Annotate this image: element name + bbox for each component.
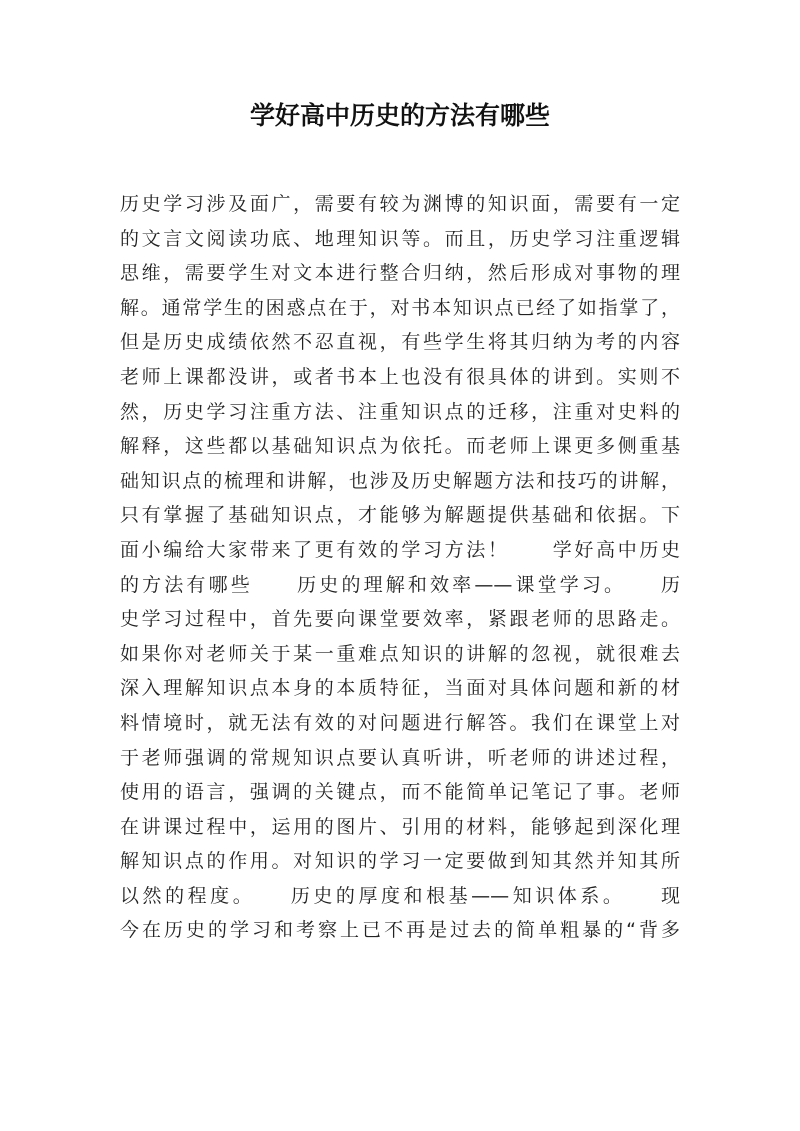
text-line: 以然的程度。 历史的厚度和根基——知识体系。 现 [120,884,680,907]
text-line: 历史学习涉及面广，需要有较为渊博的知识面，需要有一定 [120,193,680,215]
text-line: 深入理解知识点本身的本质特征，当面对具体问题和新的材 [120,677,680,700]
text-line: 料情境时，就无法有效的对问题进行解答。我们在课堂上对 [120,711,680,734]
text-line: 于老师强调的常规知识点要认真听讲，听老师的讲述过程， [120,746,680,769]
text-line: 解。通常学生的困惑点在于，对书本知识点已经了如指掌了， [120,296,680,319]
text-line: 思维，需要学生对文本进行整合归纳，然后形成对事物的理 [120,262,680,285]
text-line: 础知识点的梳理和讲解，也涉及历史解题方法和技巧的讲解， [120,469,680,492]
text-line: 的文言文阅读功底、地理知识等。而且，历史学习注重逻辑 [120,227,680,250]
text-line: 如果你对老师关于某一重难点知识的讲解的忽视，就很难去 [120,642,680,665]
text-line: 解知识点的作用。对知识的学习一定要做到知其然并知其所 [120,850,680,873]
text-line: 在讲课过程中，运用的图片、引用的材料，能够起到深化理 [120,815,680,838]
text-line: 使用的语言，强调的关键点，而不能简单记笔记了事。老师 [120,781,680,804]
text-line: 面小编给大家带来了更有效的学习方法！ 学好高中历史 [120,538,680,561]
text-line: 解释，这些都以基础知识点为依托。而老师上课更多侧重基 [120,435,680,458]
text-line: 的方法有哪些 历史的理解和效率——课堂学习。 历 [120,573,680,596]
text-line: 今在历史的学习和考察上已不再是过去的简单粗暴的“背多 [120,919,680,942]
page-title: 学好高中历史的方法有哪些 [249,101,550,130]
body-paragraph [120,187,680,948]
text-line: 只有掌握了基础知识点，才能够为解题提供基础和依据。下 [120,504,680,527]
text-line: 但是历史成绩依然不忍直视，有些学生将其归纳为考的内容 [120,331,680,354]
text-line: 老师上课都没讲，或者书本上也没有很具体的讲到。实则不 [120,365,680,388]
text-line: 然，历史学习注重方法、注重知识点的迁移，注重对史料的 [120,400,680,423]
text-line: 史学习过程中，首先要向课堂要效率，紧跟老师的思路走。 [120,608,680,631]
